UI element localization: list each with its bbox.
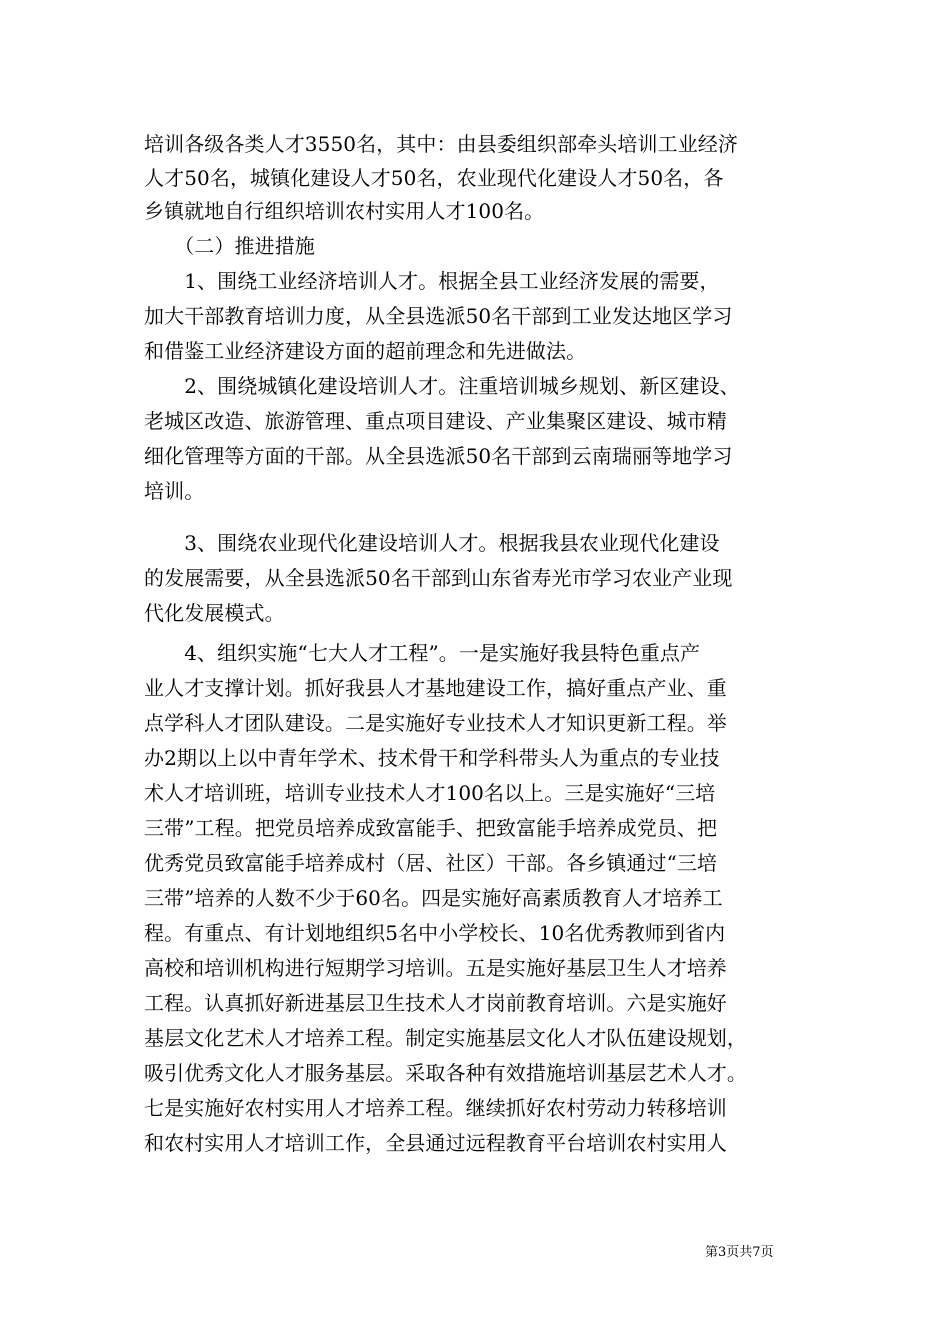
text-line: 4、组织实施“七大人才工程”。一是实施好我县特色重点产: [144, 641, 701, 665]
text-line: 办2期以上以中青年学术、技术骨干和学科带头人为重点的专业技: [144, 746, 720, 770]
text-line: 术人才培训班，培训专业技术人才100名以上。三是实施好“三培: [144, 781, 716, 805]
text-line: 乡镇就地自行组织培训农村实用人才100名。: [144, 199, 545, 223]
text-line: 的发展需要，从全县选派50名干部到山东省寿光市学习农业产业现: [144, 566, 733, 590]
text-line: 2、围绕城镇化建设培训人才。注重培训城乡规划、新区建设、: [144, 374, 740, 398]
text-line: 老城区改造、旅游管理、重点项目建设、产业集聚区建设、城市精: [144, 409, 727, 433]
text-line: 和农村实用人才培训工作，全县通过远程教育平台培训农村实用人: [144, 1131, 727, 1155]
text-line: 点学科人才团队建设。二是实施好专业技术人才知识更新工程。举: [144, 711, 727, 735]
text-line: 加大干部教育培训力度，从全县选派50名干部到工业发达地区学习: [144, 304, 733, 328]
text-line: 和借鉴工业经济建设方面的超前理念和先进做法。: [144, 339, 587, 363]
text-line: 基层文化艺术人才培养工程。制定实施基层文化人才队伍建设规划，: [144, 1026, 747, 1050]
text-line: 代化发展模式。: [144, 601, 285, 625]
text-line: 1、围绕工业经济培训人才。根据全县工业经济发展的需要，: [144, 269, 720, 293]
text-line: 吸引优秀文化人才服务基层。采取各种有效措施培训基层艺术人才。: [144, 1061, 747, 1085]
page-number-footer: 第3页共7页: [705, 1245, 774, 1260]
text-line: 程。有重点、有计划地组织5名中小学校长、10名优秀教师到省内: [144, 921, 726, 945]
text-line: 三带”培养的人数不少于60名。四是实施好高素质教育人才培养工: [144, 886, 723, 910]
section-heading: （二）推进措施: [144, 234, 315, 258]
text-line: 工程。认真抓好新进基层卫生技术人才岗前教育培训。六是实施好: [144, 991, 727, 1015]
text-line: 人才50名，城镇化建设人才50名，农业现代化建设人才50名，各: [144, 166, 724, 190]
text-line: 优秀党员致富能手培养成村（居、社区）干部。各乡镇通过“三培: [144, 851, 718, 875]
text-line: 细化管理等方面的干部。从全县选派50名干部到云南瑞丽等地学习: [144, 444, 733, 468]
text-line: 三带”工程。把党员培养成致富能手、把致富能手培养成党员、把: [144, 816, 718, 840]
text-line: 培训。: [144, 479, 205, 503]
text-line: 高校和培训机构进行短期学习培训。五是实施好基层卫生人才培养: [144, 956, 727, 980]
text-line: 业人才支撑计划。抓好我县人才基地建设工作，搞好重点产业、重: [144, 676, 727, 700]
text-line: 3、围绕农业现代化建设培训人才。根据我县农业现代化建设: [144, 531, 720, 555]
text-line: 培训各级各类人才3550名，其中：由县委组织部牵头培训工业经济: [144, 132, 738, 156]
text-line: 七是实施好农村实用人才培养工程。继续抓好农村劳动力转移培训: [144, 1096, 727, 1120]
